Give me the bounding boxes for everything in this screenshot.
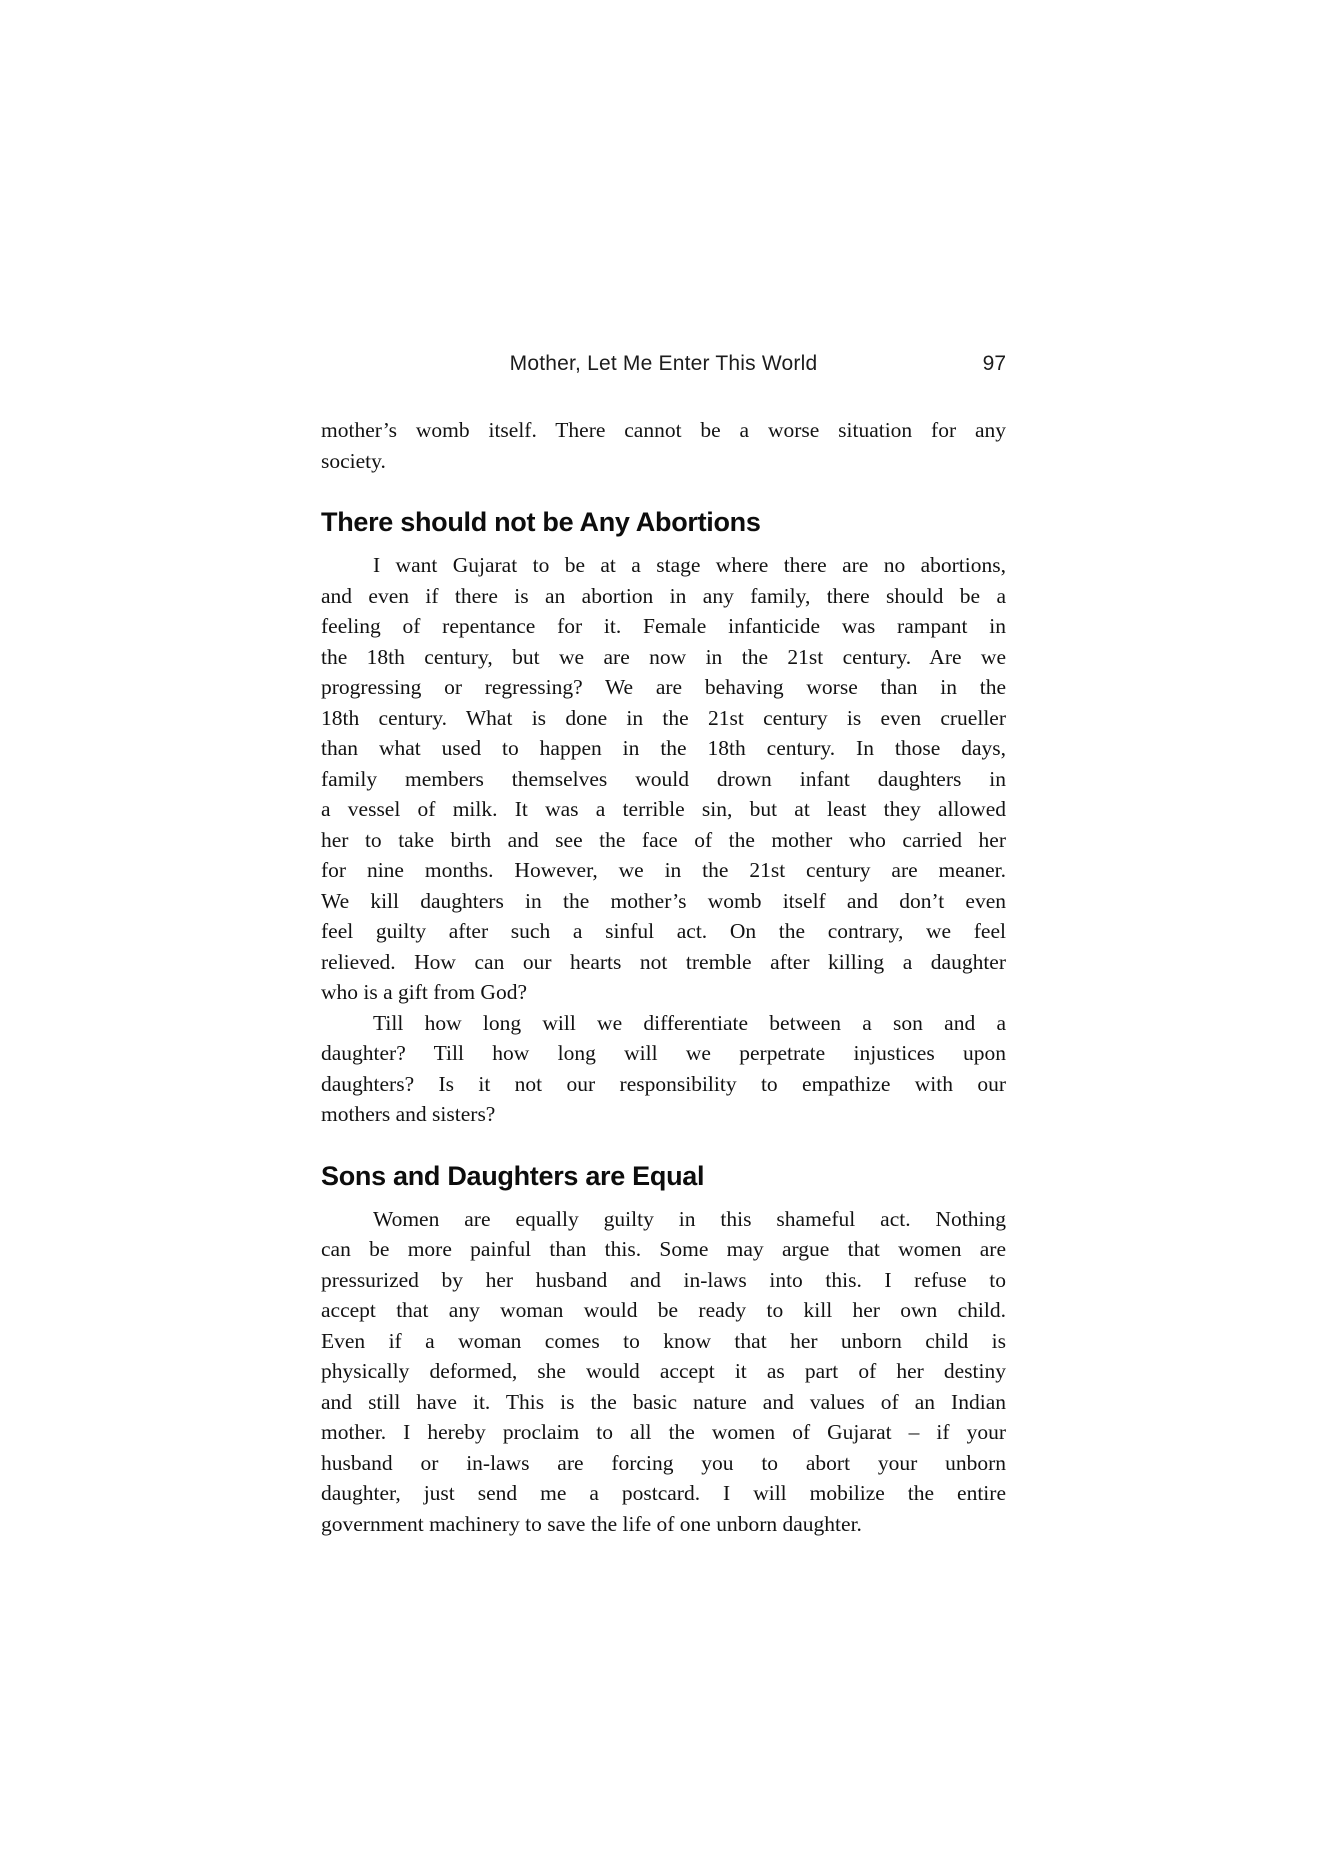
running-header [321, 352, 1006, 379]
text-line: the 18th century, but we are now in the 21st century. Are we [321, 644, 1006, 669]
text-line: than what used to happen in the 18th century. In those days, [321, 736, 1006, 760]
text-line: 18th century. What is done in the 21st century is even crueller [321, 705, 1006, 730]
text-line: physically deformed, she would accept it as part of her destiny [321, 1359, 1006, 1383]
text-line: mother’s womb itself. There cannot be a worse situation for any [321, 418, 1006, 442]
text-line: who is a gift from God? [321, 980, 528, 1004]
text-line: We kill daughters in the mother’s womb itself and don’t even [321, 888, 1006, 913]
text-line: daughter, just send me a postcard. I will mobilize the entire [321, 1481, 1006, 1505]
text-line: I want Gujarat to be at a stage where there are no abortions, [373, 553, 1006, 577]
text-line: and even if there is an abortion in any family, there should be a [321, 583, 1006, 608]
text-line: pressurized by her husband and in-laws into this. I refuse to [321, 1267, 1006, 1292]
section-heading: Sons and Daughters are Equal [321, 1160, 705, 1191]
text-line: daughters? Is it not our responsibility to empathize with our [321, 1071, 1006, 1096]
text-line: can be more painful than this. Some may argue that women are [321, 1237, 1006, 1261]
text-line: daughter? Till how long will we perpetrate injustices upon [321, 1041, 1006, 1065]
section-heading: There should not be Any Abortions [321, 507, 761, 537]
paragraph [321, 1204, 1006, 1540]
text-line: Women are equally guilty in this shameful act. Nothing [373, 1206, 1006, 1231]
text-line: a vessel of milk. It was a terrible sin, but at least they allowed [321, 797, 1006, 821]
text-line: feel guilty after such a sinful act. On the contrary, we feel [321, 919, 1006, 943]
text-line: mothers and sisters? [321, 1102, 496, 1126]
page-number: 97 [982, 352, 1006, 375]
text-line: society. [321, 448, 386, 473]
text-line: feeling of repentance for it. Female infanticide was rampant in [321, 614, 1006, 638]
text-line: government machinery to save the life of one unborn daughter. [321, 1511, 862, 1536]
text-column [321, 352, 1006, 1539]
text-line: progressing or regressing? We are behaving worse than in the [321, 675, 1006, 699]
text-line: family members themselves would drown infant daughters in [321, 766, 1006, 791]
text-line: for nine months. However, we in the 21st century are meaner. [321, 858, 1006, 882]
text-line: accept that any woman would be ready to kill her own child. [321, 1298, 1006, 1322]
text-line: mother. I hereby proclaim to all the women of Gujarat – if your [321, 1420, 1006, 1444]
paragraph [321, 1008, 1006, 1130]
text-line: her to take birth and see the face of the mother who carried her [321, 827, 1006, 852]
running-title: Mother, Let Me Enter This World [509, 352, 818, 375]
paragraph [321, 415, 1006, 476]
text-line: and still have it. This is the basic nature and values of an Indian [321, 1389, 1006, 1414]
text-line: Till how long will we differentiate between a son and a [373, 1010, 1006, 1035]
text-line: relieved. How can our hearts not tremble after killing a daughter [321, 949, 1006, 974]
page-body [321, 415, 1006, 1539]
paragraph [321, 550, 1006, 1008]
text-line: husband or in-laws are forcing you to abort your unborn [321, 1450, 1006, 1475]
text-line: Even if a woman comes to know that her unborn child is [321, 1328, 1006, 1353]
